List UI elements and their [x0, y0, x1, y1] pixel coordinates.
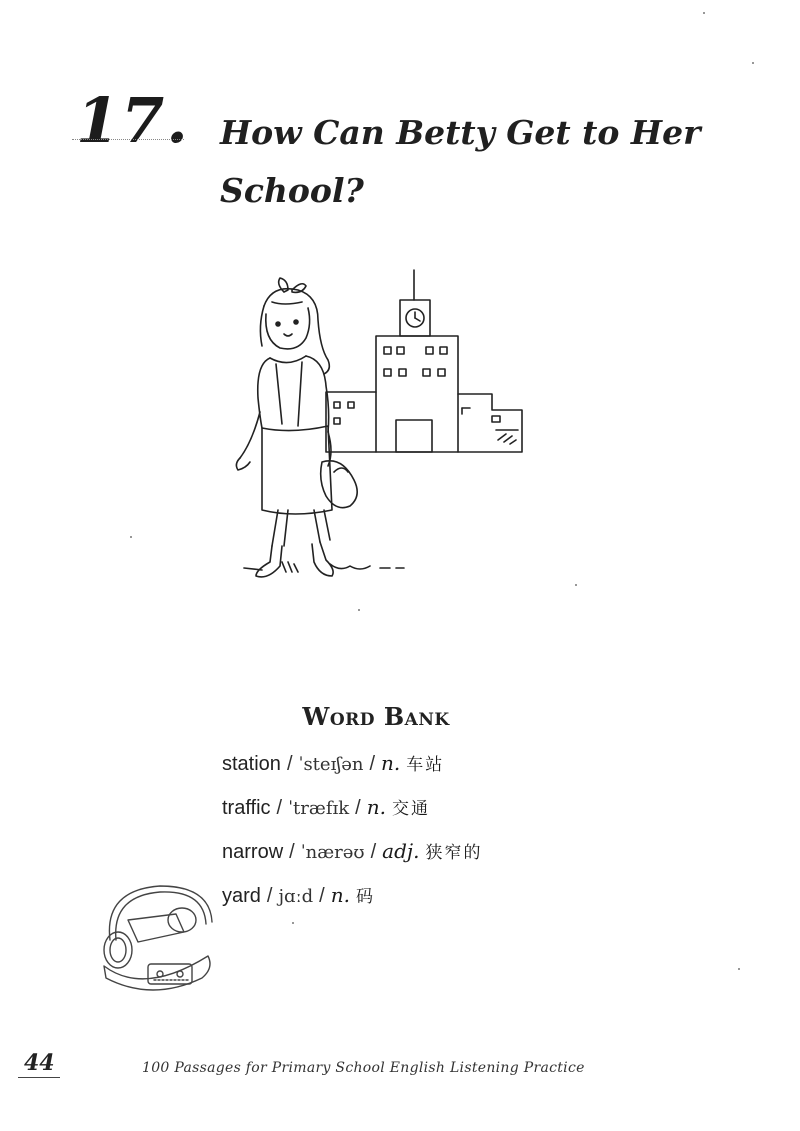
list-item: [222, 838, 482, 882]
slash-separator: /: [289, 841, 295, 863]
slash-separator: /: [266, 885, 273, 907]
slash-separator: /: [319, 885, 325, 907]
girl-and-school-illustration: [230, 262, 540, 592]
list-item: [222, 750, 482, 794]
lesson-number: 17.: [76, 84, 190, 157]
word-meaning: 车站: [406, 755, 445, 775]
scan-speck: [738, 968, 740, 970]
word-term: yard: [222, 885, 261, 907]
word-list: [222, 750, 482, 926]
word-meaning: 狭窄的: [425, 843, 483, 863]
school-building-icon: [326, 270, 522, 452]
word-phonetic: ˈtræfɪk: [288, 798, 350, 819]
footer-book-title: 100 Passages for Primary School English Listening Practice: [142, 1060, 585, 1076]
word-part-of-speech: n.: [366, 795, 386, 819]
word-term: narrow: [222, 841, 284, 863]
scan-speck: [292, 922, 294, 924]
word-bank-heading: Word Bank: [302, 702, 450, 731]
scan-speck: [703, 12, 705, 14]
word-phonetic: jɑːd: [278, 886, 314, 907]
slash-separator: /: [286, 753, 293, 775]
word-meaning: 交通: [391, 799, 430, 819]
lesson-title: How Can Betty Get to Her School?: [220, 113, 701, 210]
slash-separator: /: [369, 753, 376, 775]
word-part-of-speech: adj.: [382, 839, 420, 863]
word-part-of-speech: n.: [330, 883, 350, 907]
word-term: traffic: [222, 797, 271, 819]
word-phonetic: ˈnærəʊ: [300, 842, 365, 863]
scan-speck: [575, 584, 577, 586]
list-item: [222, 794, 482, 838]
word-meaning: 码: [355, 887, 375, 907]
word-part-of-speech: n.: [381, 751, 401, 775]
scan-speck: [130, 536, 132, 538]
scan-speck: [752, 62, 754, 64]
list-item: [222, 882, 482, 926]
slash-separator: /: [370, 841, 377, 863]
scan-speck: [358, 609, 360, 611]
betty-girl-icon: [236, 278, 404, 577]
page-number: 44: [24, 1050, 55, 1076]
lesson-number-underline: [72, 139, 184, 140]
slash-separator: /: [355, 797, 361, 819]
slash-separator: /: [276, 797, 283, 819]
word-term: station: [222, 753, 281, 775]
headphones-cassette-icon: [96, 880, 216, 1000]
page-number-rule: [18, 1077, 60, 1078]
word-phonetic: ˈsteɪʃən: [298, 754, 364, 775]
